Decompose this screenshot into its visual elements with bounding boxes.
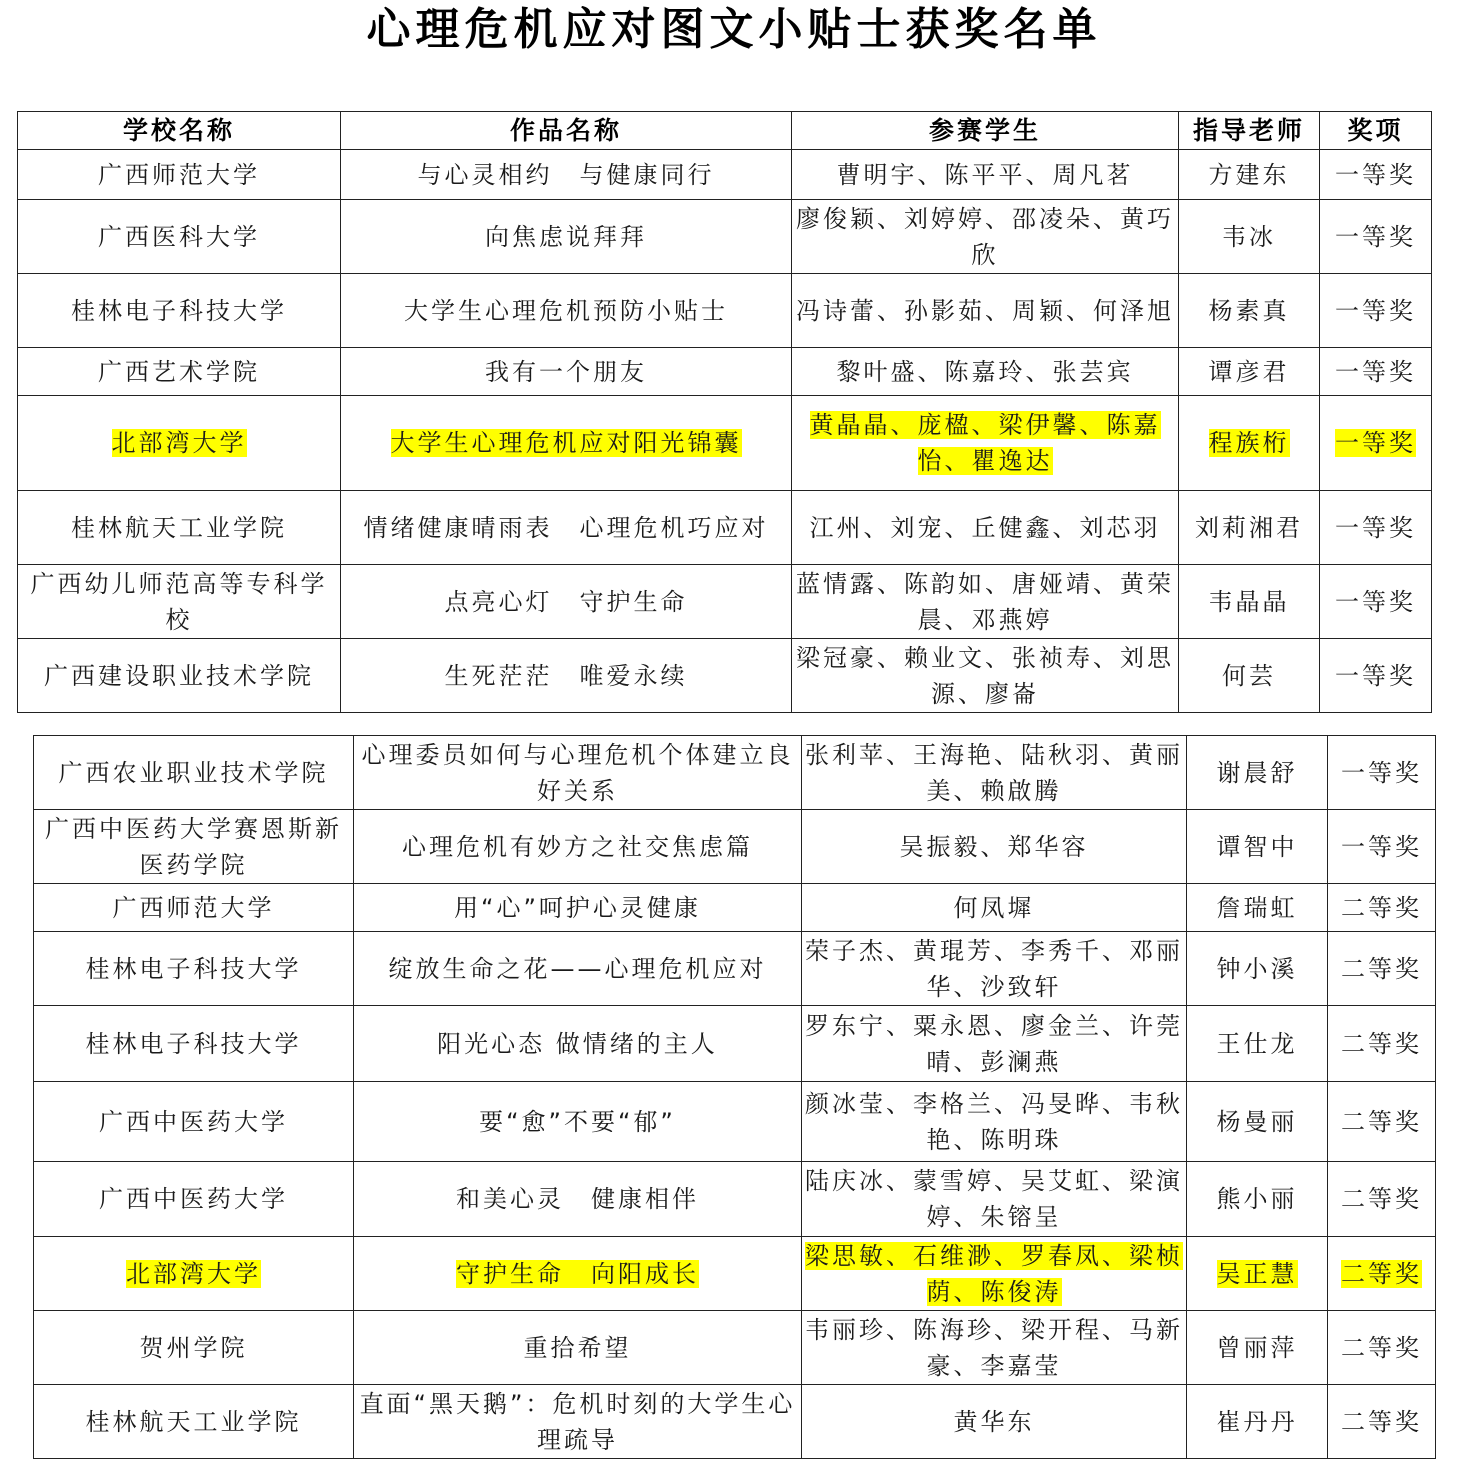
award-text: 一等奖 [1335, 661, 1416, 690]
award-text: 一等奖 [1335, 513, 1416, 542]
school-text: 广西医科大学 [98, 222, 260, 251]
award-text: 一等奖 [1341, 758, 1422, 787]
table-row [34, 1385, 1436, 1459]
cell-students [792, 274, 1179, 348]
cell-advisor [1187, 1082, 1328, 1162]
table-row [18, 396, 1432, 491]
award-text: 二等奖 [1341, 1029, 1422, 1058]
cell-school [34, 884, 354, 932]
cell-award [1320, 639, 1432, 713]
table-row [34, 932, 1436, 1006]
school-text: 广西建设职业技术学院 [44, 661, 314, 690]
work-text: 和美心灵 健康相伴 [456, 1185, 699, 1213]
cell-students [802, 1006, 1187, 1082]
cell-students [802, 1385, 1187, 1459]
school-text: 桂林电子科技大学 [85, 954, 302, 983]
cell-advisor [1179, 150, 1320, 200]
cell-advisor [1179, 274, 1320, 348]
table-row [18, 200, 1432, 274]
work-text: 与心灵相约 与健康同行 [417, 160, 715, 189]
cell-award [1328, 736, 1436, 810]
cell-school [18, 348, 341, 396]
table-row [18, 274, 1432, 348]
table-row [34, 1162, 1436, 1237]
award-text: 一等奖 [1335, 296, 1416, 325]
table-row [34, 1006, 1436, 1082]
cell-students [802, 1311, 1187, 1385]
work-text: 心理危机有妙方之社交焦虑篇 [402, 832, 753, 861]
students-text: 荣子杰、黄琨芳、李秀千、邓丽华、沙致轩 [805, 936, 1183, 1001]
school-text: 桂林航天工业学院 [71, 513, 287, 542]
work-text: 守护生命 向阳成长 [456, 1259, 699, 1288]
work-text: 重拾希望 [523, 1333, 632, 1362]
students-text: 梁思敏、石维渺、罗春凤、梁桢荫、陈俊涛 [805, 1241, 1183, 1306]
award-text: 一等奖 [1335, 357, 1416, 386]
award-text: 二等奖 [1341, 1107, 1422, 1136]
table-row [18, 565, 1432, 639]
advisor-text: 韦冰 [1222, 222, 1276, 251]
school-text: 广西农业职业技术学院 [58, 758, 329, 787]
advisor-text: 杨素真 [1208, 296, 1290, 325]
work-text: 大学生心理危机预防小贴士 [404, 296, 728, 325]
cell-award [1328, 1006, 1436, 1082]
cell-school [34, 1006, 354, 1082]
cell-work [354, 932, 802, 1006]
cell-school [34, 810, 354, 884]
cell-advisor [1187, 1311, 1328, 1385]
table-row [18, 491, 1432, 565]
cell-students [802, 736, 1187, 810]
header-school: 学校名称 [18, 112, 341, 150]
page-title: 心理危机应对图文小贴士获奖名单 [366, 4, 1102, 55]
work-text: 直面“黑天鹅”：危机时刻的大学生心理疏导 [359, 1389, 796, 1454]
advisor-text: 吴正慧 [1216, 1259, 1298, 1288]
award-text: 二等奖 [1341, 1259, 1422, 1288]
school-text: 广西幼儿师范高等专科学校 [30, 569, 328, 634]
table-body-2 [34, 736, 1436, 1459]
cell-advisor [1187, 1006, 1328, 1082]
cell-award [1320, 348, 1432, 396]
cell-advisor [1187, 1162, 1328, 1237]
advisor-text: 何芸 [1222, 661, 1276, 690]
cell-work [354, 736, 802, 810]
school-text: 贺州学院 [139, 1333, 248, 1362]
students-text: 廖俊颖、刘婷婷、邵凌朵、黄巧欣 [796, 204, 1174, 269]
school-text: 广西中医药大学 [99, 1107, 288, 1136]
cell-work [354, 1162, 802, 1237]
cell-work [354, 1385, 802, 1459]
cell-students [802, 1082, 1187, 1162]
advisor-text: 曾丽萍 [1216, 1333, 1298, 1362]
award-text: 二等奖 [1341, 1185, 1422, 1213]
header-students: 参赛学生 [792, 112, 1179, 150]
award-text: 一等奖 [1341, 832, 1422, 861]
cell-school [18, 639, 341, 713]
students-text: 张利苹、王海艳、陆秋羽、黄丽美、赖啟腾 [805, 740, 1183, 805]
advisor-text: 方建东 [1208, 160, 1290, 189]
cell-school [18, 274, 341, 348]
work-text: 情绪健康晴雨表 心理危机巧应对 [363, 513, 769, 542]
school-text: 桂林电子科技大学 [71, 296, 287, 325]
cell-school [18, 565, 341, 639]
table-row [34, 736, 1436, 810]
cell-work [354, 1237, 802, 1311]
cell-award [1328, 1162, 1436, 1237]
cell-award [1320, 274, 1432, 348]
cell-school [34, 1162, 354, 1237]
award-table-part-1 [17, 111, 1432, 713]
cell-school [18, 396, 341, 491]
school-text: 桂林电子科技大学 [85, 1029, 302, 1058]
cell-advisor [1179, 639, 1320, 713]
cell-award [1328, 810, 1436, 884]
cell-award [1328, 1082, 1436, 1162]
cell-work [354, 1006, 802, 1082]
cell-award [1320, 491, 1432, 565]
table-row [34, 810, 1436, 884]
cell-advisor [1179, 491, 1320, 565]
cell-work [341, 639, 792, 713]
cell-students [802, 1162, 1187, 1237]
header-advisor: 指导老师 [1179, 112, 1320, 150]
advisor-text: 谢晨舒 [1216, 758, 1298, 787]
advisor-text: 韦晶晶 [1208, 587, 1290, 616]
school-text: 北部湾大学 [111, 429, 247, 457]
cell-work [354, 1311, 802, 1385]
cell-students [802, 884, 1187, 932]
cell-advisor [1179, 200, 1320, 274]
table-row [34, 884, 1436, 932]
cell-work [341, 150, 792, 200]
cell-students [792, 348, 1179, 396]
cell-advisor [1187, 884, 1328, 932]
advisor-text: 刘莉湘君 [1195, 513, 1303, 542]
advisor-text: 程族桁 [1208, 429, 1290, 457]
cell-advisor [1187, 1385, 1328, 1459]
advisor-text: 崔丹丹 [1216, 1407, 1298, 1436]
header-award: 奖项 [1320, 112, 1432, 150]
cell-school [18, 200, 341, 274]
students-text: 颜冰莹、李格兰、冯旻晔、韦秋艳、陈明珠 [805, 1089, 1183, 1154]
cell-advisor [1187, 736, 1328, 810]
advisor-text: 熊小丽 [1216, 1185, 1298, 1213]
cell-students [792, 150, 1179, 200]
students-text: 罗东宁、粟永恩、廖金兰、许莞晴、彭澜燕 [805, 1011, 1183, 1076]
advisor-text: 王仕龙 [1216, 1029, 1298, 1058]
advisor-text: 谭彦君 [1208, 357, 1290, 386]
cell-award [1320, 396, 1432, 491]
cell-school [18, 491, 341, 565]
table-row [18, 348, 1432, 396]
school-text: 广西师范大学 [98, 160, 260, 189]
work-text: 绽放生命之花——心理危机应对 [388, 954, 767, 983]
cell-students [792, 200, 1179, 274]
table-body-1 [18, 150, 1432, 713]
header-work: 作品名称 [341, 112, 792, 150]
students-text: 冯诗蕾、孙影茹、周颖、何泽旭 [796, 296, 1174, 325]
cell-advisor [1179, 348, 1320, 396]
cell-advisor [1179, 396, 1320, 491]
award-text: 二等奖 [1341, 893, 1422, 922]
table-header-row [18, 112, 1432, 150]
table-row [18, 150, 1432, 200]
cell-award [1320, 565, 1432, 639]
students-text: 江州、刘宠、丘健鑫、刘芯羽 [809, 513, 1161, 542]
cell-advisor [1187, 810, 1328, 884]
cell-advisor [1179, 565, 1320, 639]
work-text: 用“心”呵护心灵健康 [454, 893, 701, 922]
cell-school [34, 1311, 354, 1385]
cell-students [792, 639, 1179, 713]
students-text: 蓝情露、陈韵如、唐娅靖、黄荣晨、邓燕婷 [796, 569, 1174, 634]
cell-work [341, 274, 792, 348]
school-text: 桂林航天工业学院 [85, 1407, 302, 1436]
cell-award [1328, 1237, 1436, 1311]
cell-school [34, 1385, 354, 1459]
students-text: 韦丽珍、陈海珍、梁开程、马新豪、李嘉莹 [805, 1315, 1183, 1380]
award-text: 二等奖 [1341, 954, 1422, 983]
cell-school [34, 932, 354, 1006]
advisor-text: 杨曼丽 [1216, 1107, 1298, 1136]
work-text: 我有一个朋友 [485, 357, 647, 386]
advisor-text: 谭智中 [1216, 832, 1298, 861]
work-text: 阳光心态 做情绪的主人 [437, 1029, 718, 1058]
cell-award [1320, 150, 1432, 200]
cell-work [341, 348, 792, 396]
cell-school [34, 1237, 354, 1311]
school-text: 北部湾大学 [126, 1259, 261, 1288]
cell-work [354, 1082, 802, 1162]
students-text: 黄华东 [953, 1407, 1035, 1436]
students-text: 曹明宇、陈平平、周凡茗 [836, 160, 1134, 189]
award-text: 二等奖 [1341, 1333, 1422, 1362]
award-text: 一等奖 [1335, 587, 1416, 616]
cell-students [802, 810, 1187, 884]
award-text: 一等奖 [1335, 429, 1416, 457]
table-row [34, 1082, 1436, 1162]
work-text: 要“愈”不要“郁” [479, 1107, 676, 1136]
students-text: 黎叶盛、陈嘉玲、张芸宾 [836, 357, 1134, 386]
school-text: 广西师范大学 [112, 893, 275, 922]
students-text: 梁冠豪、赖业文、张祯寿、刘思源、廖崙 [796, 643, 1174, 708]
cell-award [1328, 1385, 1436, 1459]
work-text: 点亮心灯 守护生命 [444, 587, 688, 616]
award-text: 一等奖 [1335, 222, 1416, 251]
cell-advisor [1187, 932, 1328, 1006]
cell-school [18, 150, 341, 200]
cell-school [34, 736, 354, 810]
award-text: 二等奖 [1341, 1407, 1422, 1436]
cell-students [802, 1237, 1187, 1311]
cell-award [1328, 932, 1436, 1006]
cell-students [792, 491, 1179, 565]
school-text: 广西艺术学院 [98, 357, 260, 386]
table-row [34, 1237, 1436, 1311]
work-text: 向焦虑说拜拜 [485, 222, 647, 251]
students-text: 吴振毅、郑华容 [899, 832, 1089, 861]
advisor-text: 詹瑞虹 [1216, 893, 1298, 922]
award-text: 一等奖 [1335, 160, 1416, 189]
cell-work [354, 884, 802, 932]
work-text: 大学生心理危机应对阳光锦囊 [390, 429, 742, 457]
cell-work [341, 396, 792, 491]
cell-students [792, 396, 1179, 491]
cell-award [1320, 200, 1432, 274]
school-text: 广西中医药大学赛恩斯新医药学院 [45, 814, 342, 879]
students-text: 陆庆冰、蒙雪婷、吴艾虹、梁演婷、朱镕呈 [805, 1167, 1183, 1231]
work-text: 心理委员如何与心理危机个体建立良好关系 [361, 740, 794, 805]
table-row [34, 1311, 1436, 1385]
advisor-text: 钟小溪 [1216, 954, 1298, 983]
award-table-part-2 [33, 735, 1436, 1459]
cell-school [34, 1082, 354, 1162]
cell-work [341, 200, 792, 274]
cell-advisor [1187, 1237, 1328, 1311]
cell-work [354, 810, 802, 884]
work-text: 生死茫茫 唯爱永续 [444, 661, 688, 690]
cell-award [1328, 1311, 1436, 1385]
students-text: 黄晶晶、庞楹、梁伊馨、陈嘉怡、瞿逸达 [809, 411, 1161, 475]
cell-work [341, 565, 792, 639]
cell-students [802, 932, 1187, 1006]
table-row [18, 639, 1432, 713]
cell-work [341, 491, 792, 565]
students-text: 何凤墀 [953, 893, 1035, 922]
cell-students [792, 565, 1179, 639]
school-text: 广西中医药大学 [99, 1185, 288, 1213]
cell-award [1328, 884, 1436, 932]
